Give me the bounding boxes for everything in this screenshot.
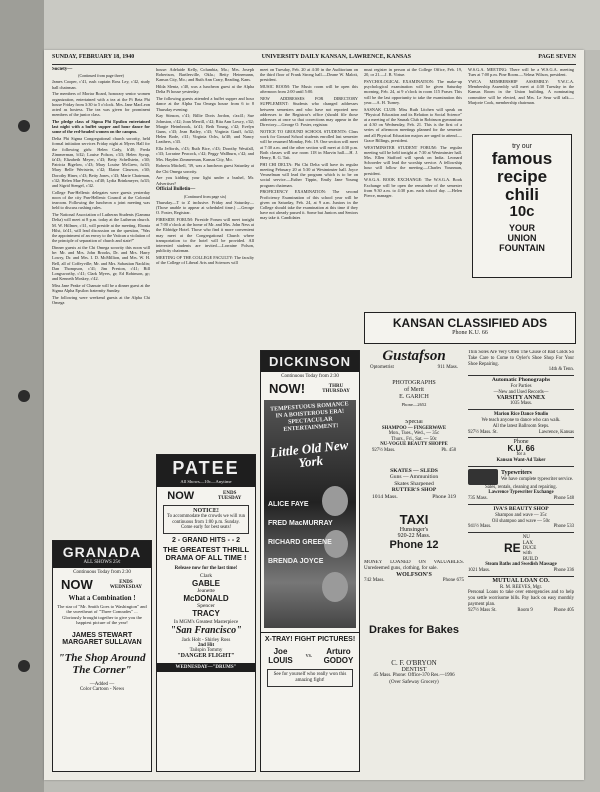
- poster-actor: ALICE FAYE: [268, 501, 309, 508]
- continued-note: (Continued from page six): [183, 193, 227, 199]
- header-masthead: UNIVERSITY DAILY KANSAN, LAWRENCE, KANSAS: [261, 54, 411, 60]
- ad-text: Phone: [513, 439, 529, 446]
- theatre-name: GRANADA: [62, 544, 142, 560]
- ad-text: ENDS WEDNESDAY: [109, 579, 142, 590]
- ad-text: Phone 675: [442, 578, 464, 583]
- ad-text: Hunsinger's: [399, 527, 429, 533]
- ad-text: Arturo GODOY: [323, 647, 354, 665]
- ad-text: ENDS TUESDAY: [217, 491, 242, 501]
- column-bulletin-continued: [364, 67, 462, 311]
- ad-text: Gustafson: [382, 348, 446, 364]
- article-paragraph: FIRESIDE FORUM: Fireside Forum will meet tonight at 7:00 o'clock at the home of Mr. and Mrs. John Ness at the Eldridge Hotel. Those who find it more convenient may meet at the Congregational Church where transportation to the hotel will be provided. All interested students are invited.—Lorraine Polson, publicity chairman.: [156, 217, 254, 254]
- poster-actor: FRED MacMURRAY: [268, 520, 333, 527]
- column-bulletin: [260, 67, 358, 347]
- ad-text: Thin Soles Are Very Often The Cause of Bad Colds So Take Care to Come to Oyler's Shoe Shop For Your Shoe Repairing.: [468, 350, 574, 367]
- ad-text: Sales, rentals, cleaning and repairing.: [485, 484, 557, 490]
- ad-text: All Shows—10c—Anytime: [180, 479, 232, 484]
- ad-text: WEDNESDAY—"DRUMS": [157, 663, 255, 672]
- article-paragraph: MEETING OF THE COLLEGE FACULTY: The faculty of the College of Liberal Arts and Sciences will: [156, 255, 254, 266]
- ad-text: We teach anyone to dance who can walk.: [481, 417, 561, 423]
- ad-text: 2 - GRAND HITS - - 2: [171, 536, 241, 544]
- ad-text: Guns — Ammunition: [389, 474, 439, 481]
- scan-top-margin: [44, 0, 600, 50]
- article-paragraph: Miss Jane Peake of Chanute will be a dinner guest at the Sigma Alpha Epsilon fraternity Sunday.: [52, 283, 150, 294]
- newspaper-page: [44, 50, 584, 780]
- ad-union-fountain: [472, 134, 572, 278]
- ad-text: 1014 Mass.: [372, 493, 398, 500]
- ad-text: R. M. REEVES, Mgr.: [500, 584, 542, 590]
- classified-title: KANSAN CLASSIFIED ADS: [392, 316, 548, 330]
- ad-text: Phone 405: [553, 607, 574, 613]
- ad-text: —Added —: [89, 681, 115, 687]
- column-society-continued: [156, 67, 254, 451]
- ad-text: TAXI: [399, 512, 429, 527]
- ad-text: In MGM's Greatest Masterpiece: [173, 619, 239, 625]
- ad-text: Personal Loans to take over emergencies and to help you settle worrisome bills. Pay back on easy monthly payment plan.: [468, 590, 574, 607]
- ad-text: RUTTER'S SHOP: [391, 487, 437, 494]
- article-paragraph: NOTICE TO GROUND SCHOOL STUDENTS: Class work for Ground School students enrolled last semester will be resumed Monday, Feb. 19. One section will meet at 7:30 a.m. and the other section will meet at 4:30 p.m. Both classes will use room 118 in Marvin hall.—H. J. Henry, R. G. Tait.: [260, 129, 358, 161]
- article-paragraph: must register in person at the College Office, Feb. 19, 20, or 21.—J. B. Virtue.: [364, 67, 462, 78]
- ad-text: 2nd Hit: [197, 642, 215, 648]
- binder-hole: [18, 660, 30, 672]
- ad-text: famous: [491, 149, 553, 168]
- article-paragraph: The National Association of Lutheran Students (Gamma Delta) will meet at 8 p.m. today at the Lutheran church. M. W. Hillmer, c'41, will preside at the meeting. Ebonia Hilst, fa'41, will lead discussion on the question, "Was the appointment of an envoy to the Vatican a violation of the principle of separation of church and state?": [52, 212, 150, 244]
- ad-text: YOUR: [508, 223, 535, 233]
- ad-text: PHOTOGRAPHS: [392, 380, 436, 386]
- article-paragraph: SASNAK CLUB: Miss Ruth Litchen will speak on "Physical Education and its Relation to Social Science" at a meeting of the Sasnak Club in Robinson gymnasium at 4:30 on Wednesday, Feb. 21. This is the first of a series of afternoon meetings planned for the semester and all Physical Education majors are urged to attend.—Grace Billings, president.: [364, 106, 462, 143]
- ad-text: TRACY: [192, 608, 220, 618]
- ad-text: NOW: [61, 577, 93, 592]
- ad-text: Ph. 458: [441, 447, 456, 453]
- ad-text: "DANGER FLIGHT": [177, 652, 235, 659]
- ad-text: VARSITY ANNEX: [496, 394, 546, 401]
- ad-text: Marion Rice Dance Studio: [493, 412, 549, 418]
- ad-gustafson: [364, 348, 464, 378]
- ad-nu-vogue: [364, 420, 464, 464]
- ad-text: IVA'S BEAUTY SHOP: [493, 505, 549, 512]
- ad-text: for a: [516, 451, 526, 457]
- article-paragraph: Hilda Slentz, c'40, was a luncheon guest at the Alpha Delta Pi house yesterday.: [156, 84, 254, 95]
- ad-text: Special: [405, 420, 423, 425]
- ad-text: "San Francisco": [170, 624, 242, 636]
- ad-text: Thurs., Fri., Sat. — 50c: [391, 436, 437, 442]
- typewriter-icon: [468, 469, 498, 485]
- ad-text: Phone 319: [432, 493, 456, 500]
- ad-text: Phone 336: [553, 567, 574, 573]
- ad-text: Clark: [199, 572, 213, 579]
- ad-text: FOUNTAIN: [499, 243, 545, 253]
- ad-text: Release now for the last time!: [174, 565, 238, 571]
- article-paragraph: Thursday—T to Z inclusive. Friday and Saturday—(Those unable to appear at scheduled time.) —George O. Foster, Registrar.: [156, 199, 254, 216]
- ad-text: vs.: [305, 653, 313, 659]
- theatre-name: DICKINSON: [269, 354, 351, 369]
- ad-text: THE GREATEST THRILL DRAMA OF ALL TIME !: [162, 544, 250, 563]
- ad-text: MUTUAL LOAN CO.: [492, 577, 550, 584]
- movie-poster: [264, 400, 356, 628]
- ad-text: BUILD: [522, 556, 538, 562]
- ad-text: DENTIST: [401, 666, 427, 673]
- ad-text: Typewriters: [501, 469, 532, 476]
- ad-text: try our: [512, 143, 532, 150]
- ad-text: We have complete typewriter service.: [501, 476, 574, 482]
- article-paragraph: PHI CHI DELTA: Phi Chi Delta will have its regular meeting February 20 at 5:30 at Westminster hall. Joyce Veraselman will lead the program which is to be on social service.—Esther Tippin, Emily Jane Youmg program chairman.: [260, 161, 358, 188]
- ad-text: All the latest Ballroom Steps.: [492, 423, 550, 429]
- ad-text: 45 Mass. Phone: Office-370 Res.—1996: [373, 673, 455, 678]
- ad-text: Drakes for Bakes: [369, 624, 459, 636]
- ad-text: Jack Holt - Shirley Ross: [181, 637, 231, 643]
- ad-text: 927½ Mass.: [372, 447, 396, 453]
- ad-text: NOW!: [268, 381, 306, 396]
- article-paragraph: Delta Phi Sigma Congregational church sorority, held formal initiation services Friday night at Myers Hall for the following girls: Helen Cady, b'40; Freda Zimmerman, b'42; Louise Polson, c'43; Helen Syrup, fa'43; Elizabeth Meyer, c'43; Betty Schellstein, c'40; Patricia Bigelow, c'43; Mary Louise McGrew, fa'43; Mary Belle Wertstein, c'42; Elaine Clawson, c'40; Dorothy Hiner, c'43; Betty Jones, c'43; Marie Chairman, c'42; Helen Mae Peters, cd'40; Lydia Brinkmeyer, fa'43; and Sigrid Stengel, c'42.: [52, 136, 150, 189]
- article-paragraph: James Cooper, c'41, rush captain Ross Ley, c'42, study hall chairman.: [52, 79, 150, 90]
- ad-text: For Parties: [510, 383, 532, 389]
- ad-granada-theatre: [52, 540, 152, 772]
- ad-text: NOTICE!: [193, 508, 219, 514]
- ad-text: NU-VOGUE BEAUTY SHOPPE: [380, 442, 448, 448]
- ad-text: Phone 533: [553, 524, 574, 530]
- ad-text: Color Cartoon - News: [79, 686, 125, 692]
- column-society: [52, 67, 150, 537]
- ad-text: See for yourself who really won this amazing fight!: [267, 669, 353, 687]
- ad-text: JAMES STEWART: [71, 631, 133, 639]
- article-paragraph: NEW ADDRESSES FOR DIRECTORY SUPPLEMENT: Students who changed addresses between semesters and who have not reported new addresses to the Registrar's office (should file those addresses at once so that corrections may appear in the Directory.—George O. Foster, registrar.: [260, 96, 358, 128]
- ad-text: E. GARICH: [399, 394, 429, 400]
- article-paragraph: The pledge class of Sigma Phi Epsilon entertained last night with a buffet supper and hour dance for some of the red-headed women on the campus.: [52, 119, 150, 135]
- ad-text: MARGARET SULLAVAN: [62, 638, 142, 646]
- ad-dickinson-theatre: [260, 350, 360, 772]
- ad-text: 742 Mass.: [364, 578, 385, 583]
- article-paragraph: The following guests attended a buffet supper and hour dance at the Alpha Tau Omega house from 6 to 8 Thursday evening:: [156, 96, 254, 112]
- column-bulletin-end: [468, 67, 574, 127]
- binder-hole: [18, 120, 30, 132]
- ad-text: 927½ Mass St.: [468, 607, 497, 613]
- ad-text: C. F. O'BRYON: [391, 660, 437, 667]
- ad-text: RE: [504, 540, 521, 555]
- section-heading: Society—: [52, 67, 73, 72]
- ad-text: Continuous Today from 2:30: [73, 570, 131, 575]
- poster-actor: BRENDA JOYCE: [268, 558, 324, 565]
- ad-text: GABLE: [192, 578, 220, 588]
- ad-text: Skates Sharpened: [394, 480, 434, 487]
- article-paragraph: Roberta Mitchell, '39, was a luncheon guest Saturday at the Chi Omega sorority.: [156, 163, 254, 174]
- ad-dentist: [364, 660, 464, 704]
- article-paragraph: WESTMINSTER STUDENT FORUM: The regular meeting will be held tonight at 7:30 at Westminster hall. Mrs. Ellen Stafford will speak on India. Leonard Schroeder will lead the worship service. A fellowship hour will follow the meeting.—Charles Younman, president.: [364, 144, 462, 176]
- ad-text: K.U. 66: [507, 444, 535, 454]
- ad-text: Phone—2652: [401, 402, 427, 407]
- ad-text: LAX: [522, 540, 533, 546]
- ad-text: UNION: [507, 233, 537, 243]
- ad-text: WOLFSON'S: [396, 572, 432, 578]
- header-page-number: PAGE SEVEN: [538, 54, 576, 60]
- classified-phone: Phone K.U. 66: [452, 330, 488, 336]
- ad-text: Shampoo and wave — 35c: [495, 512, 547, 518]
- ad-text: 10c: [509, 203, 535, 220]
- ad-text: Jeanette: [197, 587, 215, 594]
- ad-text: 14th & Tenn.: [548, 367, 574, 373]
- ad-text: 941½ Mass.: [468, 524, 492, 530]
- article-paragraph: College Pan-Hellenic delegates were guests yesterday noon of the city Pan-Hellenic Council at the Colonial tearoom. Following the luncheon a joint meeting was held to discuss rushing rules.: [52, 189, 150, 211]
- ad-text: 1021 Mass.: [468, 567, 491, 573]
- ad-text: Joe LOUIS: [268, 647, 293, 665]
- ad-text: THRU THURSDAY: [322, 383, 350, 394]
- ad-text: Continuous Today from 2:30: [281, 374, 339, 379]
- article-paragraph: Dinner guests at the Chi Omega sorority this noon will be: Mr. and Mrs. John Brooks, Dr. and Mrs. Harry Lowry, Dr. and Mrs. I. D. McMillion, and Mrs. W. H. Bell, all of Coffeyville; Mr. and Mrs. Sabastian Nacklin; Dan Thompson, c'41; Jim Preston, c'41; Bill Longsworthy, c'41; Clark Myers, gr; Ed Robinson, gr; and Kenneth Moskey, c'42.: [52, 245, 150, 282]
- article-paragraph: The members of Mortar Board, honorary senior women organization, entertained with a tea at the Pi Beta Phi house Friday from 3:30 to 5 o'clock. Mrs. Jane MacLeon acted as hostess. The tea was given for prominent members of the junior class.: [52, 91, 150, 118]
- ad-text: 735 Mass.: [468, 496, 488, 502]
- ad-text: The star of "Mr. Smith Goes to Washington" and the sweetheart of "Three Comrades" ... Gloriously brought together to give you the happiest picture of the year!: [57, 604, 147, 626]
- ad-text: Lawrence Typewriter Exchange: [488, 490, 554, 496]
- page-header: [52, 54, 576, 65]
- ad-text: Spencer: [197, 602, 215, 609]
- ad-text: with: [522, 551, 532, 557]
- ad-text: Lawrence, Kansas: [538, 429, 574, 435]
- poster-actor: RICHARD GREENE: [268, 539, 332, 546]
- section-heading: Official Bulletin—: [156, 187, 196, 193]
- ad-text: SHAMPOO — FINGERWAVE: [381, 425, 447, 431]
- ad-text: What a Combination !: [68, 594, 136, 602]
- ad-taxi: [364, 512, 464, 556]
- article-paragraph: PSYCHOLOGICAL EXAMINATION: The make-up psychological examination will be given Saturday morning, Feb. 24, at 9 o'clock in room 115 Fraser. This will be the last opportunity to take the examination this year.—A. H. Turney.: [364, 79, 462, 105]
- article-paragraph: Ella Jeffords, c'43; Ruth Bice, c'43; Dorothy Westfall, c'43; Lorraine Peacock, c'42; Peggy Wallburn, c'42; and Mrs. Hayden Zimmerman, Kansas City, Mo.: [156, 146, 254, 162]
- ad-text: "The Shop Around The Corner": [58, 651, 146, 676]
- classified-header: [364, 312, 576, 344]
- ad-text: Phone 548: [553, 496, 574, 502]
- ad-drakes: [364, 624, 464, 644]
- ad-text: 920-22 Mass.: [397, 533, 431, 539]
- article-paragraph: W.S.G.A. BOOK EXCHANGE: The W.S.G.A. Book Exchange will be open the remainder of the semester from 9:30 a.m. to 4:30 p.m. each school day. —Helen Pierce, manager.: [364, 177, 462, 199]
- article-paragraph: W.S.G.A. MEETING: There will be a W.S.G.A. meeting Tues at 7:00 p.m. Pine Room.—Velma Wilson, president.: [468, 67, 574, 78]
- ad-rutters-shop: [364, 468, 464, 508]
- ad-text: X-TRAY! FIGHT PICTURES!: [264, 636, 356, 643]
- ad-text: Oil shampoo and wave — 50c: [491, 518, 551, 524]
- continued-note: (Continued from page three): [78, 73, 124, 79]
- article-paragraph: meet on Tuesday, Feb. 20 at 4:30 in the Auditorium on the third floor of Frank Strong hall.—Deane W. Malott, president.: [260, 67, 358, 83]
- article-paragraph: PROFICIENCY EXAMINATION: The second Proficiency Examination of this school year will be given on Saturday, Feb. 24, at 9 a.m. Juniors in the College should take the examination at this time if they have not already passed it. Some but Juniors and Seniors may take it. Candidates: [260, 189, 358, 221]
- ad-photographs: [364, 380, 464, 416]
- article-paragraph: The following were weekend guests at the Alpha Chi Omega: [52, 295, 150, 306]
- ad-patee-theatre: [156, 454, 256, 772]
- ad-text: NOW: [167, 490, 195, 502]
- ad-text: 911 Mass.: [437, 365, 458, 370]
- ad-text: chili: [504, 185, 539, 204]
- ad-text: NU: [522, 535, 530, 541]
- ad-text: Steam Baths and Swedish Massage: [485, 562, 557, 568]
- ad-text: (Over Safeway Grocery): [389, 679, 439, 685]
- ad-text: recipe: [496, 167, 548, 186]
- ad-text: Room 9: [517, 607, 533, 613]
- ad-text: Tailspin Tommy: [189, 647, 223, 653]
- ad-text: SKATES — SLEDS: [390, 468, 438, 474]
- ad-text: of Merit: [404, 387, 424, 393]
- ad-text: Kansan Want-Ad Taker: [496, 457, 546, 463]
- poster-title: Little Old New York: [269, 437, 349, 471]
- ad-text: To accommodate the crowds we will run continuous from 1:00 p.m. Sunday. Come early for best seats!: [167, 514, 245, 531]
- ad-text: MONEY LOANED ON VALUABLES. Unredeemed guns, clothing, for sale.: [364, 560, 464, 571]
- ad-text: DUCE: [522, 545, 537, 551]
- ad-text: Phone 12: [389, 539, 439, 551]
- ad-text: 927½ Mass. St.: [468, 429, 498, 435]
- ad-text: 1035 Mass.: [509, 401, 533, 407]
- ad-text: Mon., Tues., Wed., — 35c: [388, 431, 440, 437]
- theatre-name: PATEE: [172, 458, 240, 478]
- article-paragraph: Kay Stinson, c'41; Billie Doris Jordon, c'ax41; Sue Johnston, c'42; Joan Merrill, c'42; Rita Ann Lowry, c'42; Margie Heimbrook, fa'41; Beth Young, c'42; Evelyn Gunn, c'43; Jean Bailey, c'43; Virginia Gauff, fa'42; Helen Bode, c'41; Virginia Ochs, fa'40; and Nancy Leathers, c'43.: [156, 113, 254, 145]
- classified-column: [468, 350, 574, 770]
- article-paragraph: Are you kidding your light under a bushel, Mr. Advertiser?: [156, 175, 254, 186]
- article-paragraph: YWCA MEMBERSHIP ASSEMBLY: Y.W.C.A. Membership Assembly will meet at 4:30 Tuesday in the Kansas Room in the Union building. A nominating committee will be elected, and Mrs. Le Seur will talk.—Marjorie Cook, membership chairman.: [468, 79, 574, 105]
- actor-portrait: [322, 572, 348, 602]
- ad-text: McDONALD: [183, 593, 229, 603]
- ad-text: —New and Used Records—: [493, 389, 549, 395]
- ad-wolfsons: [364, 560, 464, 606]
- ad-text: Optometrist: [370, 365, 394, 370]
- poster-tagline: TEMPESTUOUS ROMANCE IN A BOISTEROUS ERA! SPECTACULAR ENTERTAINMENT!: [269, 401, 349, 433]
- ad-text: Automatic Phonographs: [491, 377, 551, 384]
- header-date: SUNDAY, FEBRUARY 18, 1940: [52, 54, 135, 60]
- ad-text: ALL SHOWS 25¢: [83, 560, 121, 565]
- binder-hole: [18, 390, 30, 402]
- article-paragraph: house: Adelaide Kelly, Columbia, Mo.; Mrs. Joseph Robertson, Bartlesville, Okla.; Betty Heinemann, Kansas City, Mo.; and Ruth Ann Crary, Reading, Kans.: [156, 67, 254, 83]
- article-paragraph: MUSIC ROOM: The Music room will be open this afternoon from 2:00 until 5:00.: [260, 84, 358, 95]
